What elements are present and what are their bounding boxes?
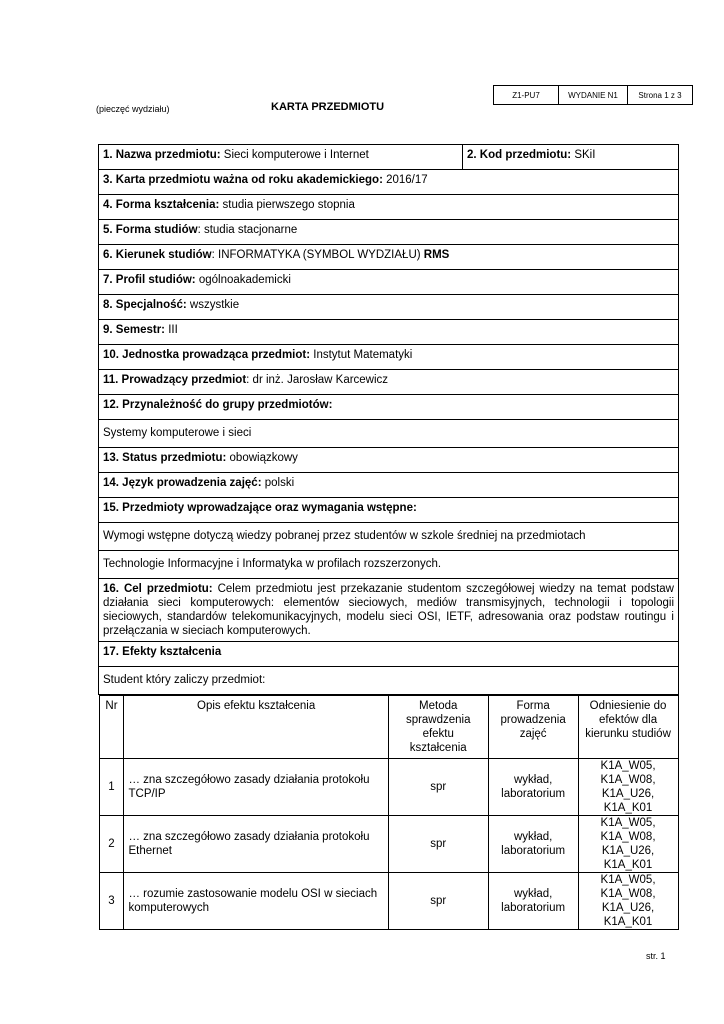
row-form: wykład, laboratorium — [488, 816, 578, 873]
row-nr: 2 — [99, 816, 124, 873]
table-row — [99, 873, 678, 930]
row-nr: 1 — [99, 759, 124, 816]
col-header-method: Metoda sprawdzenia efektu kształcenia — [388, 696, 488, 759]
row-reference: K1A_W05, K1A_W08, K1A_U26, K1A_K01 — [578, 873, 678, 930]
course-card-table — [98, 144, 679, 930]
row-form: wykład, laboratorium — [488, 759, 578, 816]
col-header-reference: Odniesienie do efektów dla kierunku studiów — [578, 696, 678, 759]
field-study-form: 5. Forma studiów: studia stacjonarne — [99, 220, 679, 245]
field-course-name: 1. Nazwa przedmiotu: Sieci komputerowe i Internet — [99, 145, 463, 170]
field-group-label: 12. Przynależność do grupy przedmiotów: — [99, 395, 679, 420]
table-row — [99, 759, 678, 816]
row-reference: K1A_W05, K1A_W08, K1A_U26, K1A_K01 — [578, 759, 678, 816]
field-language: 14. Język prowadzenia zajęć: polski — [99, 473, 679, 498]
learning-outcomes-table — [99, 695, 679, 930]
field-learning-outcomes-label: 17. Efekty kształcenia — [99, 642, 679, 667]
field-status: 13. Status przedmiotu: obowiązkowy — [99, 448, 679, 473]
field-prerequisites-line-1: Wymogi wstępne dotyczą wiedzy pobranej przez studentów w szkole średniej na przedmiotach — [99, 523, 679, 551]
field-semester: 9. Semestr: III — [99, 320, 679, 345]
field-study-profile: 7. Profil studiów: ogólnoakademicki — [99, 270, 679, 295]
row-method: spr — [388, 873, 488, 930]
document-meta-box — [493, 85, 693, 105]
row-form: wykład, laboratorium — [488, 873, 578, 930]
row-method: spr — [388, 759, 488, 816]
row-description: … rozumie zastosowanie modelu OSI w sieciach komputerowych — [124, 873, 388, 930]
table-row — [99, 816, 678, 873]
row-method: spr — [388, 816, 488, 873]
field-education-form: 4. Forma kształcenia: studia pierwszego stopnia — [99, 195, 679, 220]
field-learning-outcomes-intro: Student który zaliczy przedmiot: — [99, 667, 679, 695]
row-nr: 3 — [99, 873, 124, 930]
faculty-stamp: (pieczęć wydziału) — [96, 104, 170, 114]
field-course-code: 2. Kod przedmiotu: SKiI — [463, 145, 679, 170]
row-description: … zna szczegółowo zasady działania protokołu Ethernet — [124, 816, 388, 873]
field-course-goal: 16. Cel przedmiotu: Celem przedmiotu jest przekazanie studentom szczegółowej wiedzy na temat podstaw działania sieci komputerowych: elementów sieciowych, mediów transmisyjnych, technologii i topologii sieciowych, standardów telekomunikacyjnych, modelu sieci OSI, IETF, adresowania oraz podstaw routingu i przełączania w sieciach komputerowych. — [99, 579, 679, 642]
document-code: Z1-PU7 — [494, 86, 559, 105]
page-footer: str. 1 — [646, 951, 666, 961]
row-description: … zna szczegółowo zasady działania protokołu TCP/IP — [124, 759, 388, 816]
field-group-value: Systemy komputerowe i sieci — [99, 420, 679, 448]
field-specialty: 8. Specjalność: wszystkie — [99, 295, 679, 320]
row-reference: K1A_W05, K1A_W08, K1A_U26, K1A_K01 — [578, 816, 678, 873]
field-valid-from: 3. Karta przedmiotu ważna od roku akademickiego: 2016/17 — [99, 170, 679, 195]
page-title: KARTA PRZEDMIOTU — [271, 101, 385, 113]
field-unit: 10. Jednostka prowadząca przedmiot: Instytut Matematyki — [99, 345, 679, 370]
field-field-of-study: 6. Kierunek studiów: INFORMATYKA (SYMBOL WYDZIAŁU) RMS — [99, 245, 679, 270]
field-prerequisites-line-2: Technologie Informacyjne i Informatyka w profilach rozszerzonych. — [99, 551, 679, 579]
field-prerequisites-label: 15. Przedmioty wprowadzające oraz wymagania wstępne: — [99, 498, 679, 523]
document-edition: WYDANIE N1 — [559, 86, 628, 105]
field-lecturer: 11. Prowadzący przedmiot: dr inż. Jarosław Karcewicz — [99, 370, 679, 395]
document-page-indicator: Strona 1 z 3 — [628, 86, 693, 105]
col-header-description: Opis efektu kształcenia — [124, 696, 388, 759]
col-header-form: Forma prowadzenia zajęć — [488, 696, 578, 759]
col-header-nr: Nr — [99, 696, 124, 759]
